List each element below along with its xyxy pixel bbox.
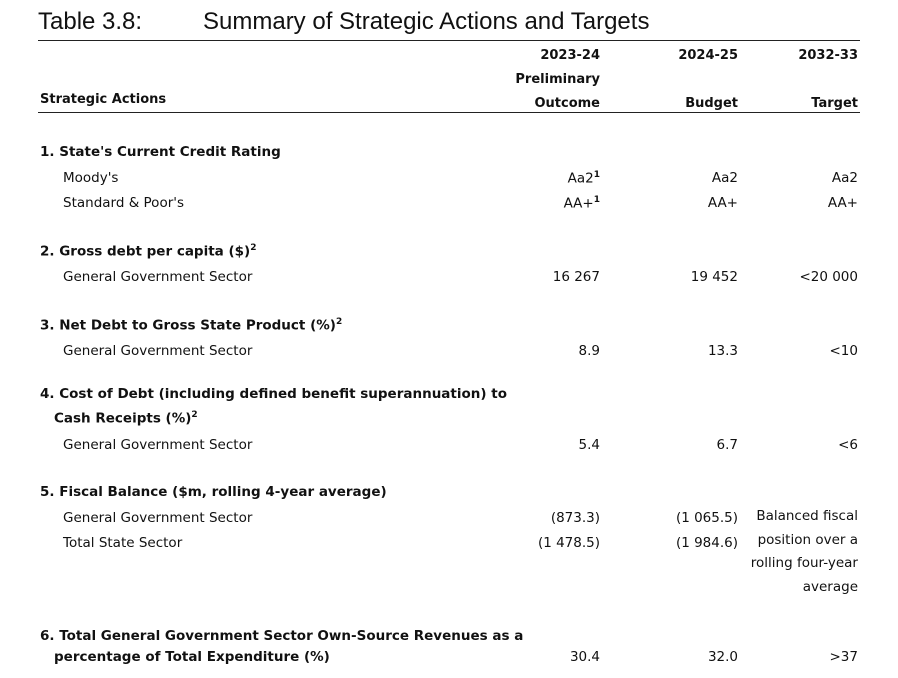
header-2032-33-target: Target <box>811 96 858 111</box>
header-2024-25-year: 2024-25 <box>678 48 738 63</box>
header-2023-24-year: 2023-24 <box>540 48 600 63</box>
header-2023-24-preliminary: Preliminary <box>515 72 600 87</box>
fiscal-balance-target: Balanced fiscal position over a rolling four-year average <box>750 508 858 595</box>
header-2032-33-year: 2032-33 <box>798 48 858 63</box>
header-strategic-actions: Strategic Actions <box>40 92 167 107</box>
header-2023-24-outcome: Outcome <box>534 96 600 111</box>
table-title-text: Summary of Strategic Actions and Targets <box>203 8 650 35</box>
table-title <box>38 4 860 41</box>
header-2024-25-budget: Budget <box>685 96 738 111</box>
header-divider <box>38 112 860 113</box>
table-number: Table 3.8: <box>38 8 143 35</box>
